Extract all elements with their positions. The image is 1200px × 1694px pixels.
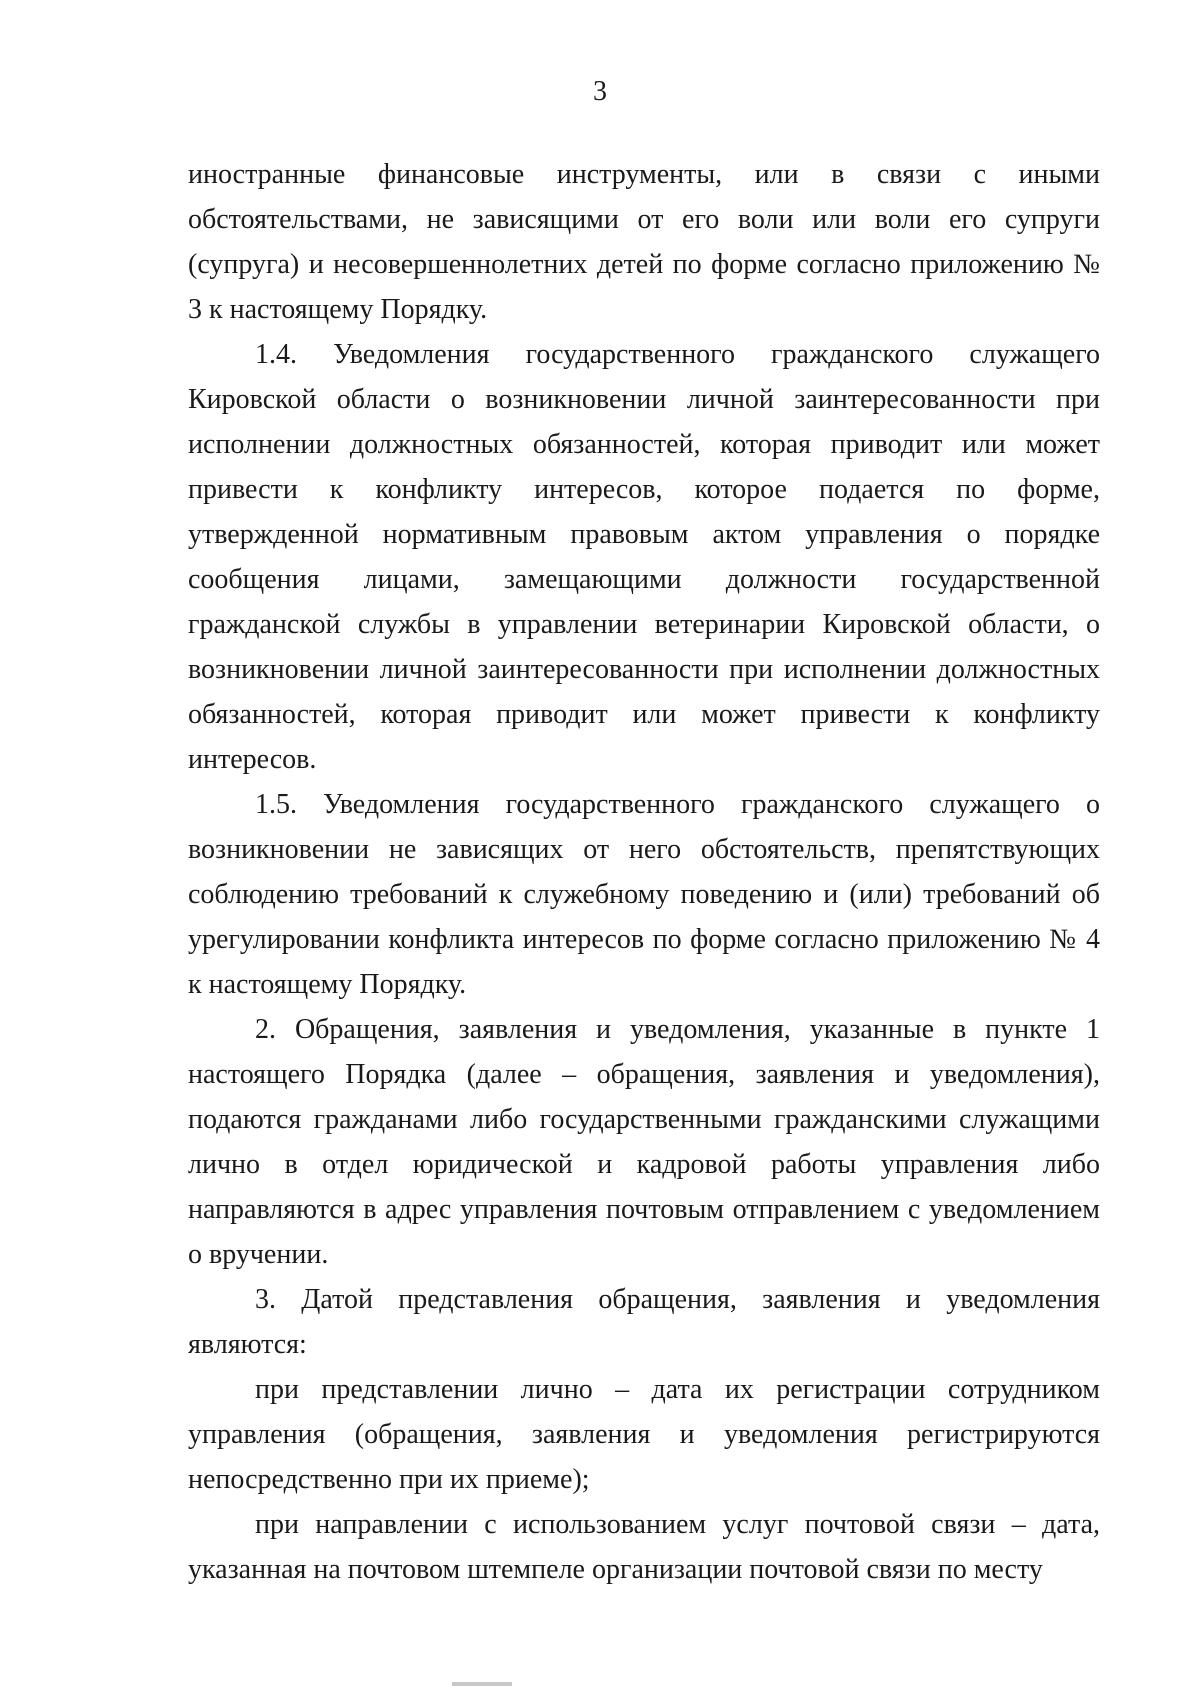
document-body [188, 152, 1100, 1592]
paragraph-1-5: 1.5. Уведомления государственного гражданского служащего о возникновении не зависящих от него обстоятельств, препятствующих соблюдению требований к служебному поведению и (или) требований об урегулировании конфликта интересов по форме согласно приложению № 4 к настоящему Порядку. [188, 789, 1100, 1000]
page-number: 3 [593, 76, 607, 107]
paragraph-3: 3. Датой представления обращения, заявления и уведомления являются: [188, 1284, 1100, 1360]
paragraph-continuation: иностранные финансовые инструменты, или в связи с иными обстоятельствами, не зависящими от его воли или воли его супруги (супруга) и несовершеннолетних детей по форме согласно приложению № 3 к настоящему Порядку. [188, 159, 1100, 325]
paragraph-2: 2. Обращения, заявления и уведомления, указанные в пункте 1 настоящего Порядка (далее – обращения, заявления и уведомления), подаются гражданами либо государственными гражданскими служащими лично в отдел юридической и кадровой работы управления либо направляются в адрес управления почтовым отправлением с уведомлением о вручении. [188, 1014, 1100, 1270]
paragraph-3-postal: при направлении с использованием услуг почтовой связи – дата, указанная на почтовом штемпеле организации почтовой связи по месту [188, 1509, 1100, 1585]
paragraph-3-personal: при представлении лично – дата их регистрации сотрудником управления (обращения, заявления и уведомления регистрируются непосредственно при их приеме); [188, 1374, 1100, 1495]
paragraph-1-4: 1.4. Уведомления государственного гражданского служащего Кировской области о возникновении личной заинтересованности при исполнении должностных обязанностей, которая приводит или может привести к конфликту интересов, которое подается по форме, утвержденной нормативным правовым актом управления о порядке сообщения лицами, замещающими должности государственной гражданской службы в управлении ветеринарии Кировской области, о возникновении личной заинтересованности при исполнении должностных обязанностей, которая приводит или может привести к конфликту интересов. [188, 339, 1100, 775]
scan-artifact [452, 1682, 512, 1686]
